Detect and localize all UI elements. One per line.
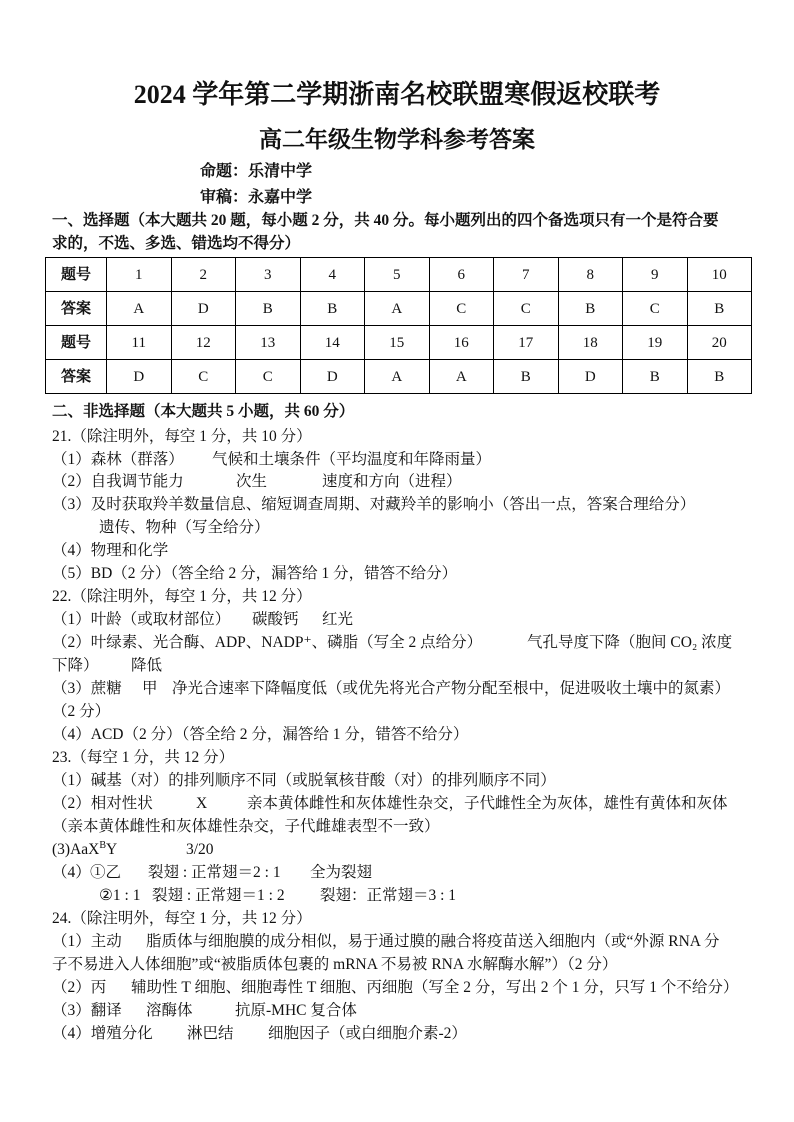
answer-text: 子不易进入人体细胞”或“被脂质体包裹的 mRNA 不易被 RNA 水解酶水解”）（2 分） [52,956,618,973]
answer-text: 淋巴结 [187,1025,234,1042]
answer-line [0,564,794,584]
answer-text: （4）ACD（2 分）（答全给 2 分，漏答给 1 分，错答不给分） [52,726,469,743]
answer-text: （2）相对性状 [52,795,153,812]
question-number-cell: 17 [494,326,559,360]
answer-text: 红光 [322,611,354,628]
answer-text: 全为裂翅 [310,864,373,881]
answer-cell: B [236,292,301,326]
answer-text: （2）叶绿素、光合酶、ADP、NADP⁺、磷脂（写全 2 点给分） [52,634,483,651]
q24-header: 24.（除注明外，每空 1 分，共 12 分） [52,910,312,927]
answer-text: 遗传、物种（写全给分） [99,519,270,536]
answer-line [0,771,794,791]
question-number-cell: 4 [300,258,365,292]
section1-heading-continued [0,234,794,254]
question-number-cell: 16 [429,326,494,360]
answer-cell: C [236,360,301,394]
section1-heading [0,211,794,231]
question-number-cell: 3 [236,258,301,292]
answer-cell: B [687,292,752,326]
answer-line [0,1024,794,1044]
answer-text: 净光合速率下降幅度低（或优先将光合产物分配至根中，促进吸收土壤中的氮素） [172,680,731,697]
question-number-cell: 20 [687,326,752,360]
genotype-suffix: Y [106,841,118,858]
answer-table [45,257,752,394]
answer-text: X [196,795,208,812]
answer-cell: B [300,292,365,326]
row-label: 答案 [46,360,107,394]
answer-text: （4）增殖分化 [52,1025,153,1042]
section1-heading-line2: 求的，不选、多选、错选均不得分） [52,235,301,252]
section2-heading-text: 二、非选择题（本大题共 5 小题，共 60 分） [52,403,355,420]
answer-text: （3）及时获取羚羊数量信息、缩短调查周期、对藏羚羊的影响小（答出一点，答案合理给分） [52,496,696,513]
genotype-base: (3)AaX [52,841,100,858]
table-row [46,326,752,360]
answer-line [0,679,794,699]
answer-cell: C [623,292,688,326]
answer-text: （3）翻译 [52,1002,122,1019]
answer-text: ①乙 [90,864,122,881]
question-number-cell: 14 [300,326,365,360]
answer-line [0,610,794,630]
answer-line [0,633,794,653]
document-title: 2024 学年第二学期浙南名校联盟寒假返校联考 [133,80,661,109]
answer-text: 碳酸钙 [252,611,299,628]
answer-cell: C [494,292,559,326]
answer-text: （4）物理和化学 [52,542,169,559]
answer-cell: D [558,360,623,394]
answer-text: （2）自我调节能力 [52,473,184,490]
answer-line [0,1001,794,1021]
question-header [0,427,794,447]
answer-text: （2）丙 [52,979,107,996]
question-header [0,909,794,929]
table-row [46,292,752,326]
question-number-cell: 15 [365,326,430,360]
answer-text: 脂质体与细胞膜的成分相似，易于通过膜的融合将疫苗送入细胞内（或“外源 RNA 分 [146,933,720,950]
row-label: 题号 [46,258,107,292]
answer-cell: D [171,292,236,326]
answer-line [0,541,794,561]
answer-line [0,932,794,952]
answer-text: 辅助性 T 细胞、细胞毒性 T 细胞、丙细胞（写全 2 分，写出 2 个 1 分，只写 1 个不给分） [131,979,739,996]
table-row [46,258,752,292]
q23-header: 23.（每空 1 分，共 12 分） [52,749,235,766]
document-subtitle: 高二年级生物学科参考答案 [259,127,535,152]
answer-text: 甲 [142,680,158,697]
answer-text: 下降） [52,657,99,674]
question-header [0,587,794,607]
answer-cell: D [107,360,172,394]
answer-text: 气孔导度下降（胞间 CO₂ 浓度 [527,634,733,651]
answer-line [0,495,794,515]
row-label: 题号 [46,326,107,360]
genotype-text [52,840,117,860]
answer-text: （1）碱基（对）的排列顺序不同（或脱氧核苷酸（对）的排列顺序不同） [52,772,556,789]
answer-line [0,725,794,745]
row-label: 答案 [46,292,107,326]
question-number-cell: 11 [107,326,172,360]
answer-text: 降低 [131,657,163,674]
question-number-cell: 10 [687,258,752,292]
answer-line [0,472,794,492]
answer-cell: D [300,360,365,394]
answer-line [0,955,794,975]
question-number-cell: 8 [558,258,623,292]
question-number-cell: 9 [623,258,688,292]
question-number-cell: 12 [171,326,236,360]
proposition-school: 命题：乐清中学 [200,163,313,180]
answer-text: （1）叶龄（或取材部位） [52,611,231,628]
answer-text: 亲本黄体雌性和灰体雄性杂交，子代雌性全为灰体，雄性有黄体和灰体 [247,795,728,812]
answer-line [0,702,794,722]
answer-text: 次生 [236,473,268,490]
answer-cell: B [494,360,559,394]
answer-text: 裂翅 : 正常翅＝1 : 2 [152,887,285,904]
q21-header: 21.（除注明外，每空 1 分，共 10 分） [52,428,312,445]
section1-heading-line1: 一、选择题（本大题共 20 题，每小题 2 分，共 40 分。每小题列出的四个备选项只有一个是符合要 [52,212,719,229]
answer-text: 3/20 [186,841,214,858]
answer-cell: B [623,360,688,394]
answer-text: （2 分） [52,703,111,720]
answer-text: 溶酶体 [146,1002,193,1019]
answer-line [0,978,794,998]
answer-cell: A [429,360,494,394]
question-number-cell: 18 [558,326,623,360]
answer-cell: B [687,360,752,394]
question-number-cell: 1 [107,258,172,292]
answer-line [0,450,794,470]
answer-text: （4） [52,864,91,881]
question-number-cell: 6 [429,258,494,292]
question-header [0,748,794,768]
review-school: 审稿：永嘉中学 [200,189,313,206]
answer-line [0,863,794,883]
answer-text: 抗原-MHC 复合体 [235,1002,357,1019]
answer-line [0,886,794,906]
answer-line [0,518,794,538]
answer-text: 气候和土壤条件（平均温度和年降雨量） [212,451,492,468]
answer-text: 裂翅 : 正常翅＝2 : 1 [148,864,281,881]
question-number-cell: 19 [623,326,688,360]
genotype-superscript: B [99,840,107,851]
table-row [46,360,752,394]
answer-line [0,794,794,814]
answer-text: （3）蔗糖 [52,680,122,697]
answer-text: 细胞因子（或白细胞介素-2） [268,1025,467,1042]
answer-cell: C [429,292,494,326]
answer-line [0,656,794,676]
answer-text: （亲本黄体雌性和灰体雄性杂交，子代雌雄表型不一致） [52,818,440,835]
answer-cell: B [558,292,623,326]
answer-text: （5）BD（2 分）（答全给 2 分，漏答给 1 分，错答不给分） [52,565,458,582]
answer-cell: C [171,360,236,394]
answer-cell: A [365,292,430,326]
question-number-cell: 5 [365,258,430,292]
answer-text: 裂翅：正常翅＝3 : 1 [320,887,457,904]
question-number-cell: 13 [236,326,301,360]
question-number-cell: 2 [171,258,236,292]
answer-text: 速度和方向（进程） [322,473,462,490]
answer-cell: A [107,292,172,326]
section2-heading [0,402,794,422]
q22-header: 22.（除注明外，每空 1 分，共 12 分） [52,588,312,605]
answer-cell: A [365,360,430,394]
answer-line [0,817,794,837]
answer-text: （1）主动 [52,933,122,950]
question-number-cell: 7 [494,258,559,292]
answer-line [0,840,794,860]
answer-text: （1）森林（群落） [52,451,184,468]
answer-text: ②1 : 1 [99,887,141,904]
